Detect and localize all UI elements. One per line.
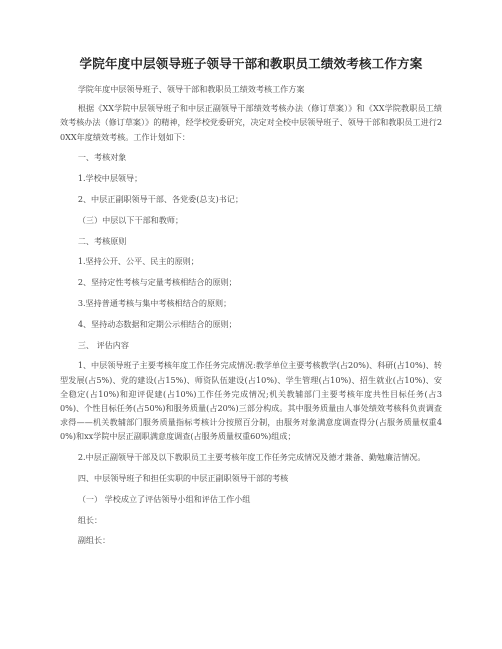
- body-paragraph: 1、中层领导班子主要考核年度工作任务完成情况:教学单位主要考核教学(占20%)、科研(占10%)、转型发展(占5%)、党的建设(占15%)、师资队伍建设(占10%)、学生管理(占10%)、招生就业(占10%)、安全稳定(占10%)和迎评促建(占10%)工作任务完成情况;机关教辅部门主要考核年度共性目标任务(占30%)、个性目标任务(占50%)和服务质量(占20%)三部分构成。其中服务质量由人事处绩效考核科负责调查求得——机关教辅部门服务质量指标考核计分按照百分制，由服务对象满意度调查得分(占服务质量权重40%)和xx学院中层正副职满意度调查(占服务质量权重60%)组成；: [60, 360, 442, 442]
- paragraph-intro: 根据《XX学院中层领导班子和中层正副领导干部绩效考核办法（修订草案）》和《XX学院教职员工绩效考核办法（修订草案）》的精神，经学校党委研究，决定对全校中层领导班子、领导干部和教职员工进行20XX年度绩效考核。工作计划如下：: [60, 103, 442, 142]
- section-heading: 一、考核对象: [77, 152, 127, 163]
- list-item: （三）中层以下干部和教师；: [77, 214, 184, 225]
- field-label: 组长：: [77, 514, 103, 525]
- list-item: 1.学校中层领导；: [77, 173, 143, 184]
- document-subtitle: 学院年度中层领导班子、领导干部和教职员工绩效考核工作方案: [77, 84, 305, 94]
- document-title: 学院年度中层领导班子领导干部和教职员工绩效考核工作方案: [79, 56, 423, 71]
- field-label: 副组长：: [77, 535, 111, 546]
- section-heading: 四、中层领导班子和担任实职的中层正副职领导干部的考核: [77, 472, 289, 483]
- list-item: 2、中层正副职领导干部、各党委(总支)书记；: [77, 194, 244, 204]
- list-item: 2、坚持定性考核与定量考核相结合的原则；: [77, 277, 237, 288]
- list-item: 3.坚持普通考核与集中考核相结合的原则；: [77, 297, 232, 308]
- section-heading: 三、 评估内容: [77, 339, 129, 350]
- list-item: 1.坚持公开、公平、民主的原则；: [77, 256, 199, 267]
- subsection-heading: （一） 学校成立了评估领导小组和评估工作小组: [77, 493, 251, 504]
- body-paragraph: 2.中层正副领导干部及以下教职员工主要考核年度工作任务完成情况及德才兼备、勤勉廉洁情况。: [77, 452, 426, 463]
- list-item: 4、坚持动态数据和定期公示相结合的原则；: [77, 318, 237, 329]
- section-heading: 二、考核原则: [77, 235, 127, 246]
